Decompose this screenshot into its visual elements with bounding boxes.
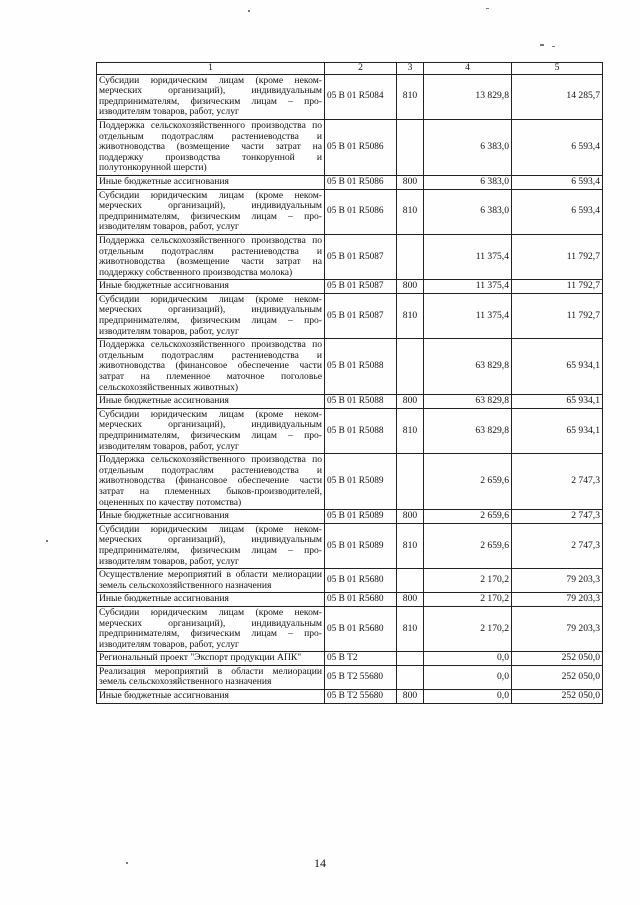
row-expense-type: 800 (397, 395, 424, 409)
table-row (97, 234, 603, 279)
row-amount-2: 65 934,1 (512, 339, 603, 395)
row-amount-2: 79 203,3 (512, 569, 603, 593)
row-amount-1: 2 659,6 (424, 454, 512, 510)
row-expense-type: 800 (397, 690, 424, 704)
table-row (97, 395, 603, 409)
row-code: 05 В 01 R5087 (325, 293, 397, 338)
row-name: Иные бюджетные ассигнования (97, 510, 325, 524)
row-amount-1: 2 659,6 (424, 523, 512, 568)
table-row (97, 593, 603, 607)
row-amount-2: 14 285,7 (512, 74, 603, 119)
row-amount-1: 2 170,2 (424, 606, 512, 651)
table-row (97, 523, 603, 568)
row-amount-2: 65 934,1 (512, 395, 603, 409)
row-code: 05 В Т2 55680 (325, 690, 397, 704)
row-expense-type: 810 (397, 408, 424, 453)
row-amount-2: 252 050,0 (512, 690, 603, 704)
page-number: 14 (314, 856, 326, 870)
row-amount-1: 2 170,2 (424, 593, 512, 607)
row-expense-type: 800 (397, 175, 424, 189)
row-name: Региональный проект "Экспорт продукции АПК" (97, 652, 325, 666)
row-expense-type: 810 (397, 606, 424, 651)
row-expense-type: 800 (397, 280, 424, 294)
header-col-5: 5 (512, 63, 603, 75)
row-amount-1: 0,0 (424, 665, 512, 689)
scan-speck (248, 10, 250, 12)
table-header-row (97, 63, 603, 75)
row-expense-type: 800 (397, 593, 424, 607)
row-code: 05 В 01 R5086 (325, 175, 397, 189)
row-amount-2: 11 792,7 (512, 293, 603, 338)
table-row (97, 652, 603, 666)
row-name: Иные бюджетные ассигнования (97, 395, 325, 409)
scan-speck (46, 540, 48, 542)
row-expense-type (397, 234, 424, 279)
table-row (97, 189, 603, 234)
row-amount-2: 2 747,3 (512, 454, 603, 510)
row-code: 05 В 01 R5089 (325, 523, 397, 568)
row-name: Поддержка сельскохозяйственного производства по отдельным подотраслям растениеводства и животноводства (возмещение части затрат на поддержку производства тонкорунной и полутонкорунной шерсти) (97, 119, 325, 175)
row-code: 05 В 01 R5087 (325, 280, 397, 294)
row-code: 05 В 01 R5086 (325, 189, 397, 234)
header-col-3: 3 (397, 63, 424, 75)
row-code: 05 В 01 R5089 (325, 510, 397, 524)
row-amount-1: 6 383,0 (424, 189, 512, 234)
row-amount-1: 2 170,2 (424, 569, 512, 593)
row-name: Субсидии юридическим лицам (кроме некоммерческих организаций), индивидуальным предпринимателям, физическим лицам – производителям товаров, работ, услуг (97, 408, 325, 453)
row-name: Осуществление мероприятий в области мелиорации земель сельскохозяйственного назначения (97, 569, 325, 593)
row-amount-2: 11 792,7 (512, 280, 603, 294)
table-row (97, 175, 603, 189)
row-name: Иные бюджетные ассигнования (97, 175, 325, 189)
row-amount-1: 0,0 (424, 690, 512, 704)
row-expense-type: 810 (397, 293, 424, 338)
row-code: 05 В Т2 (325, 652, 397, 666)
row-amount-1: 11 375,4 (424, 293, 512, 338)
row-amount-1: 6 383,0 (424, 175, 512, 189)
row-expense-type (397, 454, 424, 510)
row-expense-type (397, 569, 424, 593)
table-row (97, 293, 603, 338)
row-amount-2: 79 203,3 (512, 593, 603, 607)
row-expense-type (397, 119, 424, 175)
row-amount-1: 13 829,8 (424, 74, 512, 119)
header-col-4: 4 (424, 63, 512, 75)
row-expense-type: 810 (397, 523, 424, 568)
row-amount-2: 6 593,4 (512, 189, 603, 234)
row-amount-1: 63 829,8 (424, 408, 512, 453)
table-row (97, 408, 603, 453)
row-amount-2: 252 050,0 (512, 665, 603, 689)
row-amount-2: 6 593,4 (512, 119, 603, 175)
row-expense-type: 810 (397, 189, 424, 234)
row-amount-1: 6 383,0 (424, 119, 512, 175)
document-sheet (96, 62, 602, 704)
row-amount-1: 63 829,8 (424, 395, 512, 409)
row-amount-1: 11 375,4 (424, 280, 512, 294)
row-name: Поддержка сельскохозяйственного производства по отдельным подотраслям растениеводства и животноводства (финансовое обеспечение части затрат на племенных быков-производителей, оцененных по качеству потомства) (97, 454, 325, 510)
row-code: 05 В 01 R5680 (325, 606, 397, 651)
row-name: Иные бюджетные ассигнования (97, 593, 325, 607)
row-code: 05 В 01 R5084 (325, 74, 397, 119)
row-name: Субсидии юридическим лицам (кроме некоммерческих организаций), индивидуальным предпринимателям, физическим лицам – производителям товаров, работ, услуг (97, 189, 325, 234)
row-amount-2: 2 747,3 (512, 523, 603, 568)
row-code: 05 В 01 R5088 (325, 395, 397, 409)
row-code: 05 В 01 R5087 (325, 234, 397, 279)
row-name: Поддержка сельскохозяйственного производства по отдельным подотраслям растениеводства и животноводства (финансовое обеспечение части затрат на племенное маточное поголовье сельскохозяйственных животных) (97, 339, 325, 395)
row-name: Иные бюджетные ассигнования (97, 280, 325, 294)
table-row (97, 510, 603, 524)
table-row (97, 280, 603, 294)
row-code: 05 В 01 R5680 (325, 593, 397, 607)
row-name: Субсидии юридическим лицам (кроме некоммерческих организаций), индивидуальным предпринимателям, физическим лицам – производителям товаров, работ, услуг (97, 606, 325, 651)
row-name: Субсидии юридическим лицам (кроме некоммерческих организаций), индивидуальным предпринимателям, физическим лицам – производителям товаров, работ, услуг (97, 523, 325, 568)
table-row (97, 454, 603, 510)
row-code: 05 В 01 R5089 (325, 454, 397, 510)
row-amount-1: 11 375,4 (424, 234, 512, 279)
row-code: 05 В 01 R5088 (325, 408, 397, 453)
row-amount-2: 11 792,7 (512, 234, 603, 279)
row-amount-2: 6 593,4 (512, 175, 603, 189)
row-code: 05 В 01 R5088 (325, 339, 397, 395)
table-row (97, 339, 603, 395)
row-amount-1: 63 829,8 (424, 339, 512, 395)
header-col-2: 2 (325, 63, 397, 75)
row-name: Поддержка сельскохозяйственного производства по отдельным подотраслям растениеводства и животноводства (возмещение части затрат на поддержку собственного производства молока) (97, 234, 325, 279)
row-amount-2: 79 203,3 (512, 606, 603, 651)
row-name: Иные бюджетные ассигнования (97, 690, 325, 704)
table-row (97, 665, 603, 689)
row-name: Субсидии юридическим лицам (кроме некоммерческих организаций), индивидуальным предпринимателям, физическим лицам – производителям товаров, работ, услуг (97, 74, 325, 119)
row-code: 05 В 01 R5086 (325, 119, 397, 175)
table-row (97, 569, 603, 593)
table-row (97, 119, 603, 175)
row-expense-type (397, 652, 424, 666)
row-amount-2: 252 050,0 (512, 652, 603, 666)
row-code: 05 В 01 R5680 (325, 569, 397, 593)
table-row (97, 690, 603, 704)
table-row (97, 74, 603, 119)
row-expense-type (397, 339, 424, 395)
row-amount-1: 2 659,6 (424, 510, 512, 524)
row-code: 05 В Т2 55680 (325, 665, 397, 689)
row-expense-type: 800 (397, 510, 424, 524)
table-row (97, 606, 603, 651)
scan-speck (552, 46, 555, 47)
row-name: Реализация мероприятий в области мелиорации земель сельскохозяйственного назначения (97, 665, 325, 689)
row-amount-2: 2 747,3 (512, 510, 603, 524)
scan-speck (540, 44, 544, 46)
row-amount-2: 65 934,1 (512, 408, 603, 453)
budget-table (96, 62, 603, 704)
table-header (97, 63, 603, 75)
row-amount-1: 0,0 (424, 652, 512, 666)
row-expense-type (397, 665, 424, 689)
header-col-1: 1 (97, 63, 325, 75)
row-expense-type: 810 (397, 74, 424, 119)
table-body (97, 74, 603, 703)
row-name: Субсидии юридическим лицам (кроме некоммерческих организаций), индивидуальным предпринимателям, физическим лицам – производителям товаров, работ, услуг (97, 293, 325, 338)
scan-speck (486, 8, 489, 9)
